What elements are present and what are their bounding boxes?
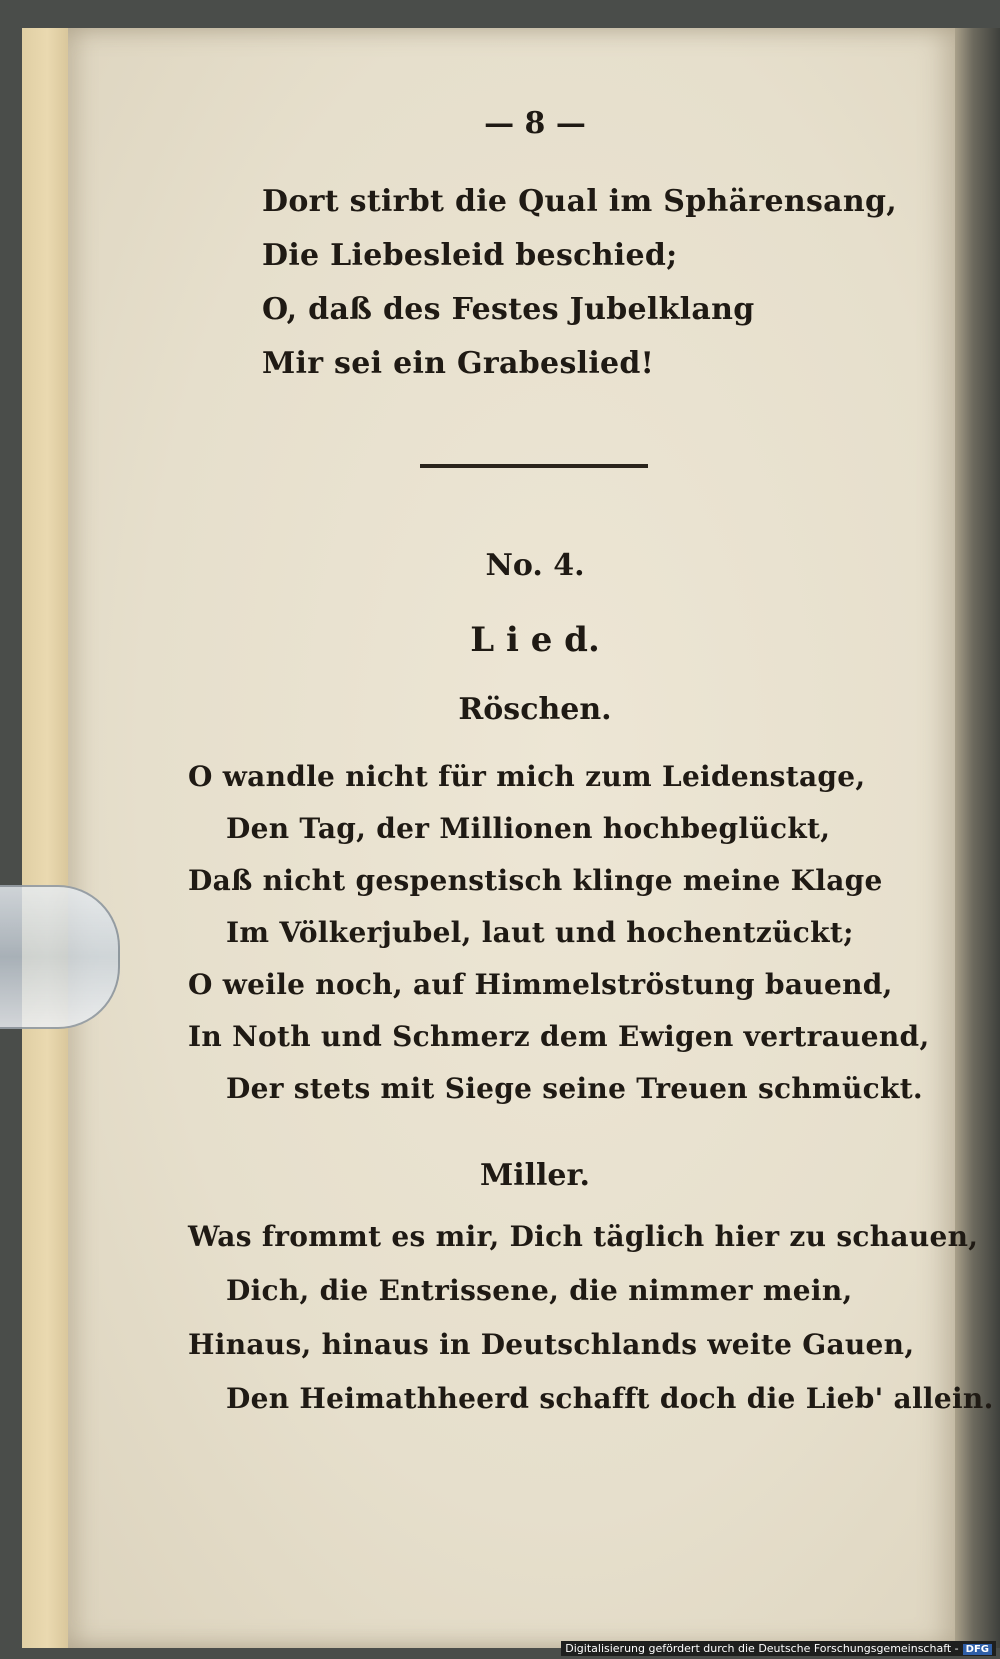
book-cover-edge: [22, 28, 69, 1648]
footer-text: Digitalisierung gefördert durch die Deutsche Forschungsgemeinschaft -: [565, 1642, 959, 1655]
poem-line: O wandle nicht für mich zum Leidenstage,: [188, 760, 866, 793]
poem-line: Dich, die Entrissene, die nimmer mein,: [226, 1274, 853, 1307]
poem-line: In Noth und Schmerz dem Ewigen vertrauend,: [188, 1020, 930, 1053]
poem-line: Im Völkerjubel, laut und hochentzückt;: [226, 916, 854, 949]
poem-line: Den Heimathheerd schafft doch die Lieb' allein.: [226, 1382, 994, 1415]
speaker-miller: Miller.: [480, 1158, 590, 1193]
poem-line: O, daß des Festes Jubelklang: [262, 292, 755, 327]
poem-line: Dort stirbt die Qual im Sphärensang,: [262, 184, 898, 219]
poem-line: Was frommt es mir, Dich täglich hier zu schauen,: [188, 1220, 979, 1253]
section-divider: [420, 464, 648, 468]
poem-line: Der stets mit Siege seine Treuen schmückt.: [226, 1072, 923, 1105]
poem-line: Den Tag, der Millionen hochbeglückt,: [226, 812, 831, 845]
poem-line: O weile noch, auf Himmelströstung bauend,: [188, 968, 893, 1001]
page-clip: [0, 885, 120, 1029]
page-number: — 8 —: [484, 106, 586, 141]
poem-line: Hinaus, hinaus in Deutschlands weite Gauen,: [188, 1328, 915, 1361]
poem-line: Die Liebesleid beschied;: [262, 238, 678, 273]
song-number: No. 4.: [485, 548, 585, 583]
song-title: L i e d.: [470, 620, 600, 660]
dfg-logo: DFG: [963, 1644, 992, 1655]
poem-line: Mir sei ein Grabeslied!: [262, 346, 655, 381]
speaker-roeschen: Röschen.: [458, 692, 612, 727]
digitization-footer: [561, 1641, 996, 1656]
poem-line: Daß nicht gespenstisch klinge meine Klage: [188, 864, 883, 897]
